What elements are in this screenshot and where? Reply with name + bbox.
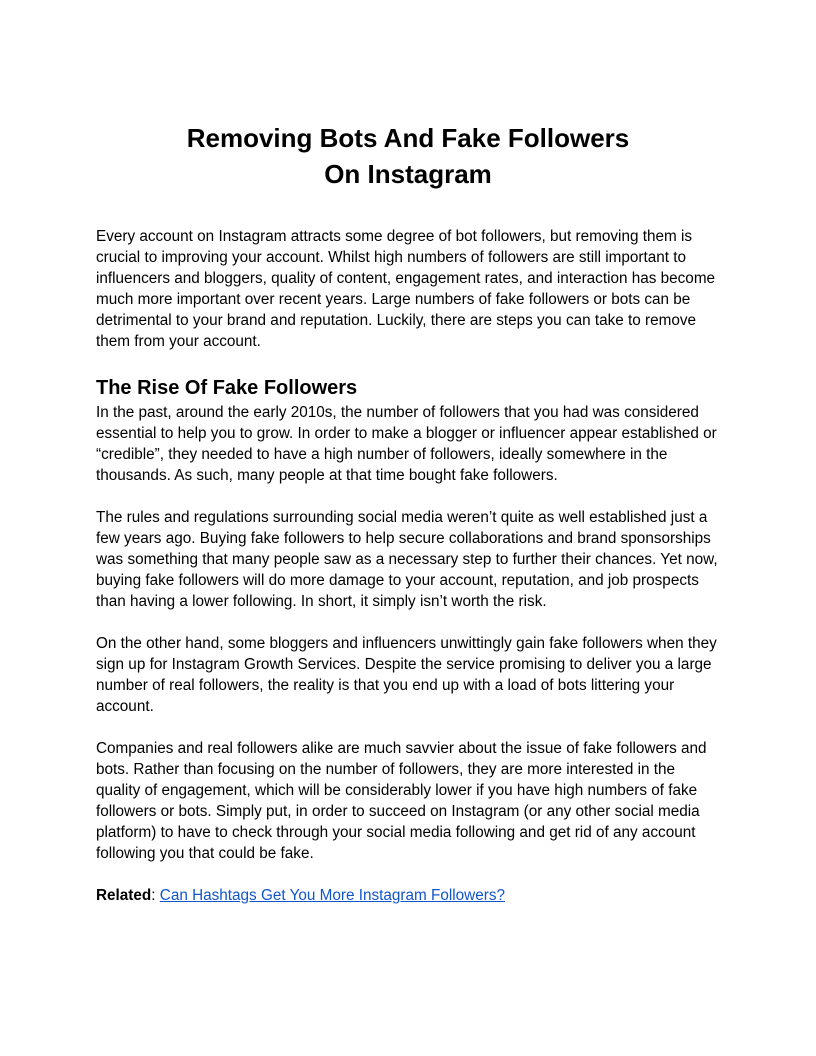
body-paragraph: On the other hand, some bloggers and influencers unwittingly gain fake followers when they sign up for Instagram Growth Services. Despite the service promising to deliver you a large number of real followers, the reality is that you end up with a load of bots littering your account. <box>96 635 717 715</box>
document-page <box>96 120 720 906</box>
body-paragraph: The rules and regulations surrounding social media weren’t quite as well established just a few years ago. Buying fake followers to help secure collaborations and brand sponsorships was something that many people saw as a necessary step to further their chances. Yet now, buying fake followers will do more damage to your account, reputation, and job prospects than having a lower following. In short, it simply isn’t worth the risk. <box>96 509 718 610</box>
body-paragraph: Companies and real followers alike are much savvier about the issue of fake followers and bots. Rather than focusing on the number of followers, they are more interested in the quality of engagement, which will be considerably lower if you have high numbers of fake followers or bots. Simply put, in order to succeed on Instagram (or any other social media platform) to have to check through your social media following and get rid of any account following you that could be fake. <box>96 740 707 862</box>
related-article-link[interactable]: Can Hashtags Get You More Instagram Followers? <box>159 887 505 904</box>
body-paragraph: In the past, around the early 2010s, the number of followers that you had was considered essential to help you to grow. In order to make a blogger or influencer appear established or “credible”, they needed to have a high number of followers, ideally somewhere in the thousands. As such, many people at that time bought fake followers. <box>96 404 717 484</box>
page-title: Removing Bots And Fake Followers On Instagram <box>186 123 630 189</box>
intro-paragraph: Every account on Instagram attracts some degree of bot followers, but removing them is crucial to improving your account. Whilst high numbers of followers are still important to influencers and bloggers, quality of content, engagement rates, and interaction has become much more important over recent years. Large numbers of fake followers or bots can be detrimental to your brand and reputation. Luckily, there are steps you can take to remove them from your account. <box>96 228 716 350</box>
section-heading: The Rise Of Fake Followers <box>96 377 358 399</box>
related-separator: : <box>151 887 160 904</box>
related-line <box>96 885 720 906</box>
related-label: Related <box>96 887 152 904</box>
